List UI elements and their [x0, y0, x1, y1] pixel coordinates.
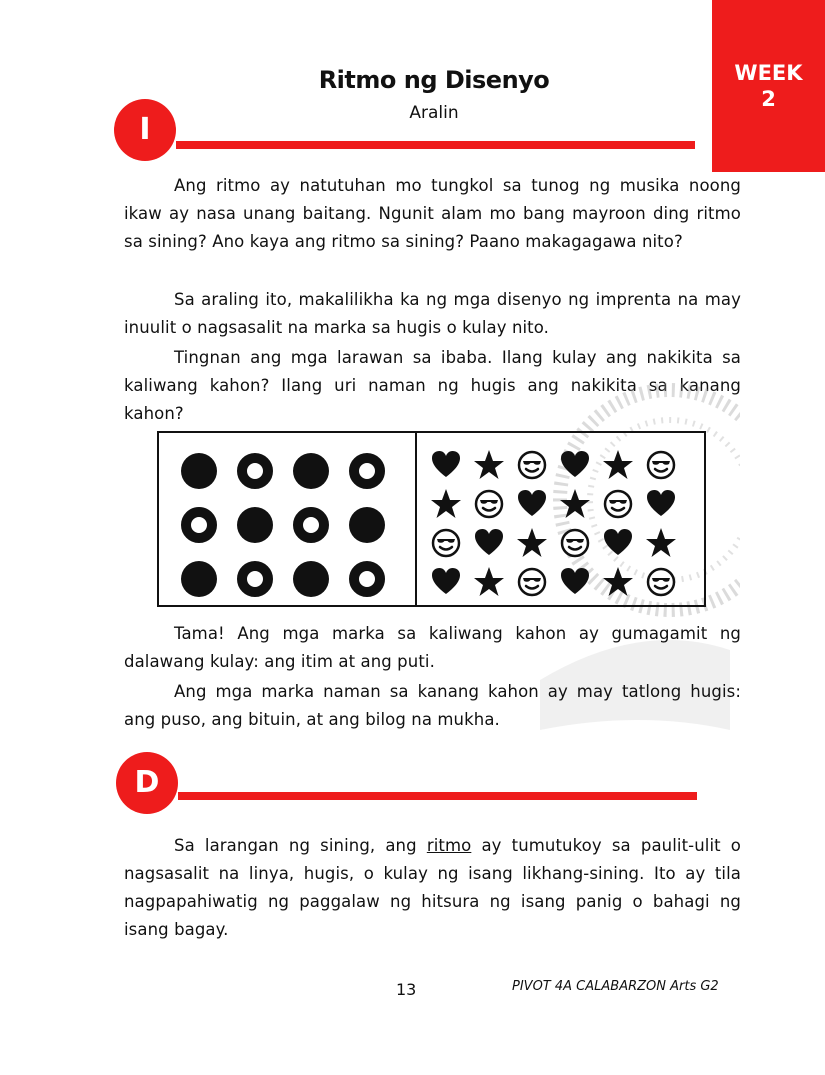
- definition-text-end: ay tumutukoy sa paulit-ulit o nagsasalit na linya, hugis, o kulay ng isang likhang-sining. Ito ay tila nagpapahiwatig ng paggalaw ng hitsura ng isang panig o bahagi ng isang bagay.: [124, 836, 741, 939]
- white-circle: [349, 561, 385, 597]
- week-label: WEEK: [734, 61, 803, 85]
- heart-icon: [559, 449, 591, 481]
- section-badge-d: D: [116, 752, 178, 814]
- star-icon: [559, 488, 591, 520]
- heart-icon: [645, 488, 677, 520]
- term-ritmo: ritmo: [426, 836, 472, 855]
- rhythm-figure: [157, 431, 706, 607]
- face-icon: [645, 449, 677, 481]
- section-rule-i: [176, 141, 695, 149]
- face-icon: [430, 527, 462, 559]
- face-icon: [473, 488, 505, 520]
- black-circle: [293, 453, 329, 489]
- star-icon: [473, 566, 505, 598]
- page-subtitle: Aralin: [409, 103, 459, 123]
- white-circle: [237, 561, 273, 597]
- star-icon: [516, 527, 548, 559]
- black-circle: [349, 507, 385, 543]
- paragraph-lesson: Sa araling ito, makalilikha ka ng mga disenyo ng imprenta na may inuulit o nagsasalit na marka sa hugis o kulay nito.: [124, 290, 741, 337]
- white-circle: [349, 453, 385, 489]
- heart-icon: [602, 527, 634, 559]
- definition-text-start: Sa larangan ng sining, ang: [174, 836, 427, 855]
- page-title: Ritmo ng Disenyo: [318, 66, 550, 94]
- page-number: 13: [396, 980, 417, 999]
- paragraph-answer-colors: Tama! Ang mga marka sa kaliwang kahon ay gumagamit ng dalawang kulay: ang itim at ang puti.: [124, 624, 741, 671]
- face-icon: [516, 449, 548, 481]
- star-icon: [645, 527, 677, 559]
- heart-icon: [473, 527, 505, 559]
- black-circle: [237, 507, 273, 543]
- heart-icon: [516, 488, 548, 520]
- white-circle: [293, 507, 329, 543]
- heart-icon: [430, 566, 462, 598]
- section-badge-i: I: [114, 99, 176, 161]
- black-circle: [181, 561, 217, 597]
- white-circle: [181, 507, 217, 543]
- footer-reference: PIVOT 4A CALABARZON Arts G2: [512, 979, 719, 994]
- white-circle: [237, 453, 273, 489]
- paragraph-definition: [124, 832, 741, 944]
- face-icon: [645, 566, 677, 598]
- heart-icon: [430, 449, 462, 481]
- star-icon: [602, 449, 634, 481]
- black-circle: [293, 561, 329, 597]
- face-icon: [516, 566, 548, 598]
- figure-divider: [415, 433, 417, 605]
- star-icon: [430, 488, 462, 520]
- section-rule-d: [178, 792, 697, 800]
- heart-icon: [559, 566, 591, 598]
- black-circle: [181, 453, 217, 489]
- star-icon: [602, 566, 634, 598]
- week-number: 2: [761, 87, 776, 111]
- paragraph-answer-shapes: Ang mga marka naman sa kanang kahon ay may tatlong hugis: ang puso, ang bituin, at ang bilog na mukha.: [124, 682, 741, 729]
- paragraph-intro: Ang ritmo ay natutuhan mo tungkol sa tunog ng musika noong ikaw ay nasa unang baitang. Ngunit alam mo bang mayroon ding ritmo sa sining? Ano kaya ang ritmo sa sining? Paano makagagawa nito?: [124, 176, 741, 251]
- face-icon: [602, 488, 634, 520]
- star-icon: [473, 449, 505, 481]
- paragraph-question: Tingnan ang mga larawan sa ibaba. Ilang kulay ang nakikita sa kaliwang kahon? Ilang uri naman ng hugis ang nakikita sa kanang kahon?: [124, 348, 741, 423]
- face-icon: [559, 527, 591, 559]
